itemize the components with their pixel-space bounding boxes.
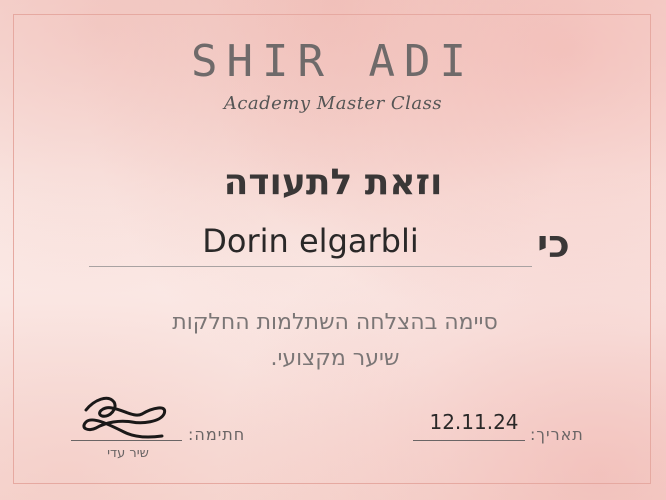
body-line-2: שיער מקצועי. — [270, 346, 400, 371]
signature-underline — [71, 440, 182, 441]
date-label: תאריך: — [530, 425, 584, 444]
recipient-name: Dorin elgarbli — [202, 222, 419, 260]
signature-icon — [72, 388, 172, 446]
ki-word: כי — [537, 222, 570, 266]
recipient-underline — [89, 266, 532, 267]
signer-name: שיר עדי — [107, 446, 149, 461]
body-line-1: סיימה בהצלחה השתלמות החלקות — [172, 310, 498, 335]
certificate-headline: וזאת לתעודה — [223, 162, 443, 203]
brand-title: SHIR ADI — [191, 36, 475, 87]
brand-subtitle: Academy Master Class — [223, 93, 443, 114]
signature-label: חתימה: — [188, 425, 246, 444]
date-underline — [413, 440, 525, 441]
date-value: 12.11.24 — [429, 410, 519, 434]
certificate-body — [0, 305, 666, 377]
